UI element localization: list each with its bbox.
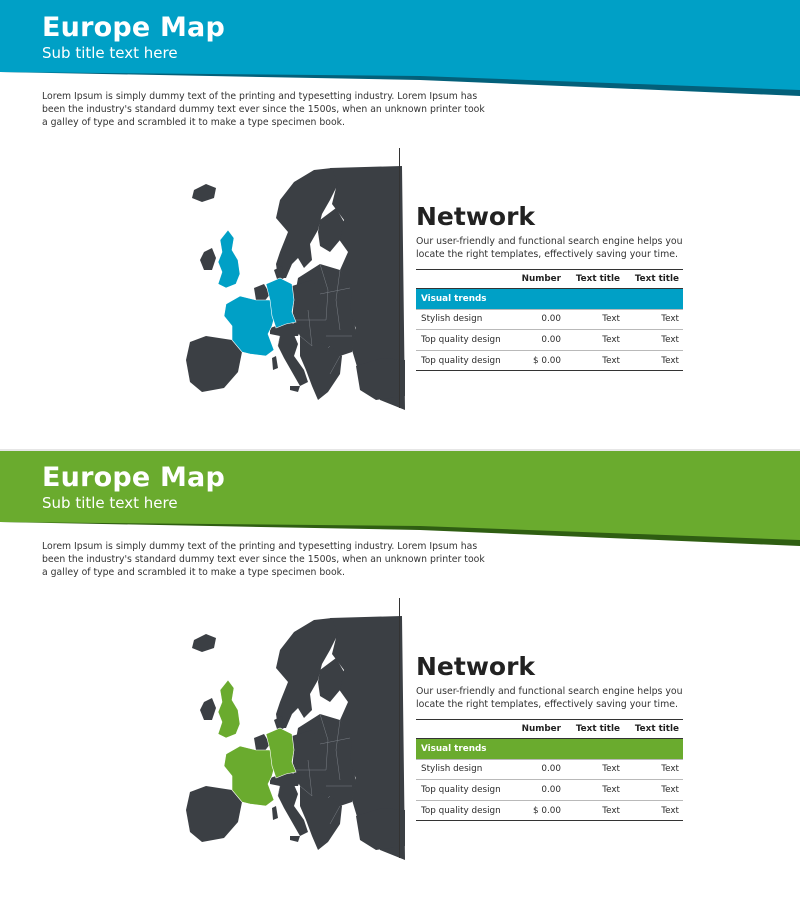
row-label: Top quality design <box>421 334 501 345</box>
table-row <box>416 780 683 801</box>
row-label: Stylish design <box>421 314 483 325</box>
intro-paragraph: Lorem Ipsum is simply dummy text of the printing and typesetting industry. Lorem Ipsum has been the industry's standard dummy text ever since the 1500s, when an unknown printer took a galley of type and scrambled it to make a type specimen book. <box>42 91 485 128</box>
map-region-ireland <box>200 698 216 720</box>
row-text: Text <box>661 334 679 345</box>
table-row <box>416 330 683 351</box>
europe-map <box>180 610 405 860</box>
map-region-iberia <box>186 786 242 842</box>
row-text: Text <box>602 764 620 775</box>
map-country-united-kingdom <box>218 230 240 288</box>
network-title: Network <box>416 652 536 681</box>
page-title: Europe Map <box>42 462 225 493</box>
map-region-ireland <box>200 248 216 270</box>
table-row <box>416 310 683 331</box>
vertical-divider <box>399 148 400 408</box>
page-subtitle: Sub title text here <box>42 44 178 62</box>
section-label: Visual trends <box>421 293 487 304</box>
column-header-text-title: Text title <box>634 274 679 284</box>
row-number: 0.00 <box>541 334 561 345</box>
row-number: $ 0.00 <box>533 355 561 366</box>
table-row <box>416 351 683 372</box>
row-text: Text <box>661 764 679 775</box>
map-region-iceland <box>192 184 216 202</box>
map-region-turkey <box>356 808 405 850</box>
row-text: Text <box>602 314 620 325</box>
column-header-number: Number <box>521 274 561 284</box>
row-label: Top quality design <box>421 805 501 816</box>
row-text: Text <box>661 784 679 795</box>
row-text: Text <box>602 805 620 816</box>
table-section-band <box>416 289 683 310</box>
row-text: Text <box>602 334 620 345</box>
column-header-text-title: Text title <box>575 724 620 734</box>
row-number: 0.00 <box>541 314 561 325</box>
slide-divider <box>0 449 800 451</box>
row-label: Top quality design <box>421 355 501 366</box>
row-label: Stylish design <box>421 764 483 775</box>
row-number: 0.00 <box>541 784 561 795</box>
row-label: Top quality design <box>421 784 501 795</box>
map-region-iceland <box>192 634 216 652</box>
table-row <box>416 801 683 822</box>
data-table <box>416 269 683 371</box>
intro-paragraph: Lorem Ipsum is simply dummy text of the printing and typesetting industry. Lorem Ipsum has been the industry's standard dummy text ever since the 1500s, when an unknown printer took a galley of type and scrambled it to make a type specimen book. <box>42 541 485 578</box>
section-label: Visual trends <box>421 743 487 754</box>
map-region-turkey <box>356 358 405 400</box>
row-text: Text <box>602 355 620 366</box>
slide-2 <box>0 450 800 900</box>
vertical-divider <box>399 598 400 858</box>
table-section-band <box>416 739 683 760</box>
data-table <box>416 719 683 821</box>
network-description: Our user-friendly and functional search engine helps you locate the right templates, effectively saving your time. <box>416 686 683 710</box>
europe-map <box>180 160 405 410</box>
row-text: Text <box>661 314 679 325</box>
row-number: $ 0.00 <box>533 805 561 816</box>
table-header-row <box>416 269 683 289</box>
network-title: Network <box>416 202 536 231</box>
row-text: Text <box>661 805 679 816</box>
page-subtitle: Sub title text here <box>42 494 178 512</box>
column-header-text-title: Text title <box>634 724 679 734</box>
map-country-united-kingdom <box>218 680 240 738</box>
column-header-text-title: Text title <box>575 274 620 284</box>
table-row <box>416 760 683 781</box>
column-header-number: Number <box>521 724 561 734</box>
row-text: Text <box>661 355 679 366</box>
row-number: 0.00 <box>541 764 561 775</box>
network-description: Our user-friendly and functional search engine helps you locate the right templates, effectively saving your time. <box>416 236 683 260</box>
page-title: Europe Map <box>42 12 225 43</box>
table-header-row <box>416 719 683 739</box>
row-text: Text <box>602 784 620 795</box>
map-region-iberia <box>186 336 242 392</box>
